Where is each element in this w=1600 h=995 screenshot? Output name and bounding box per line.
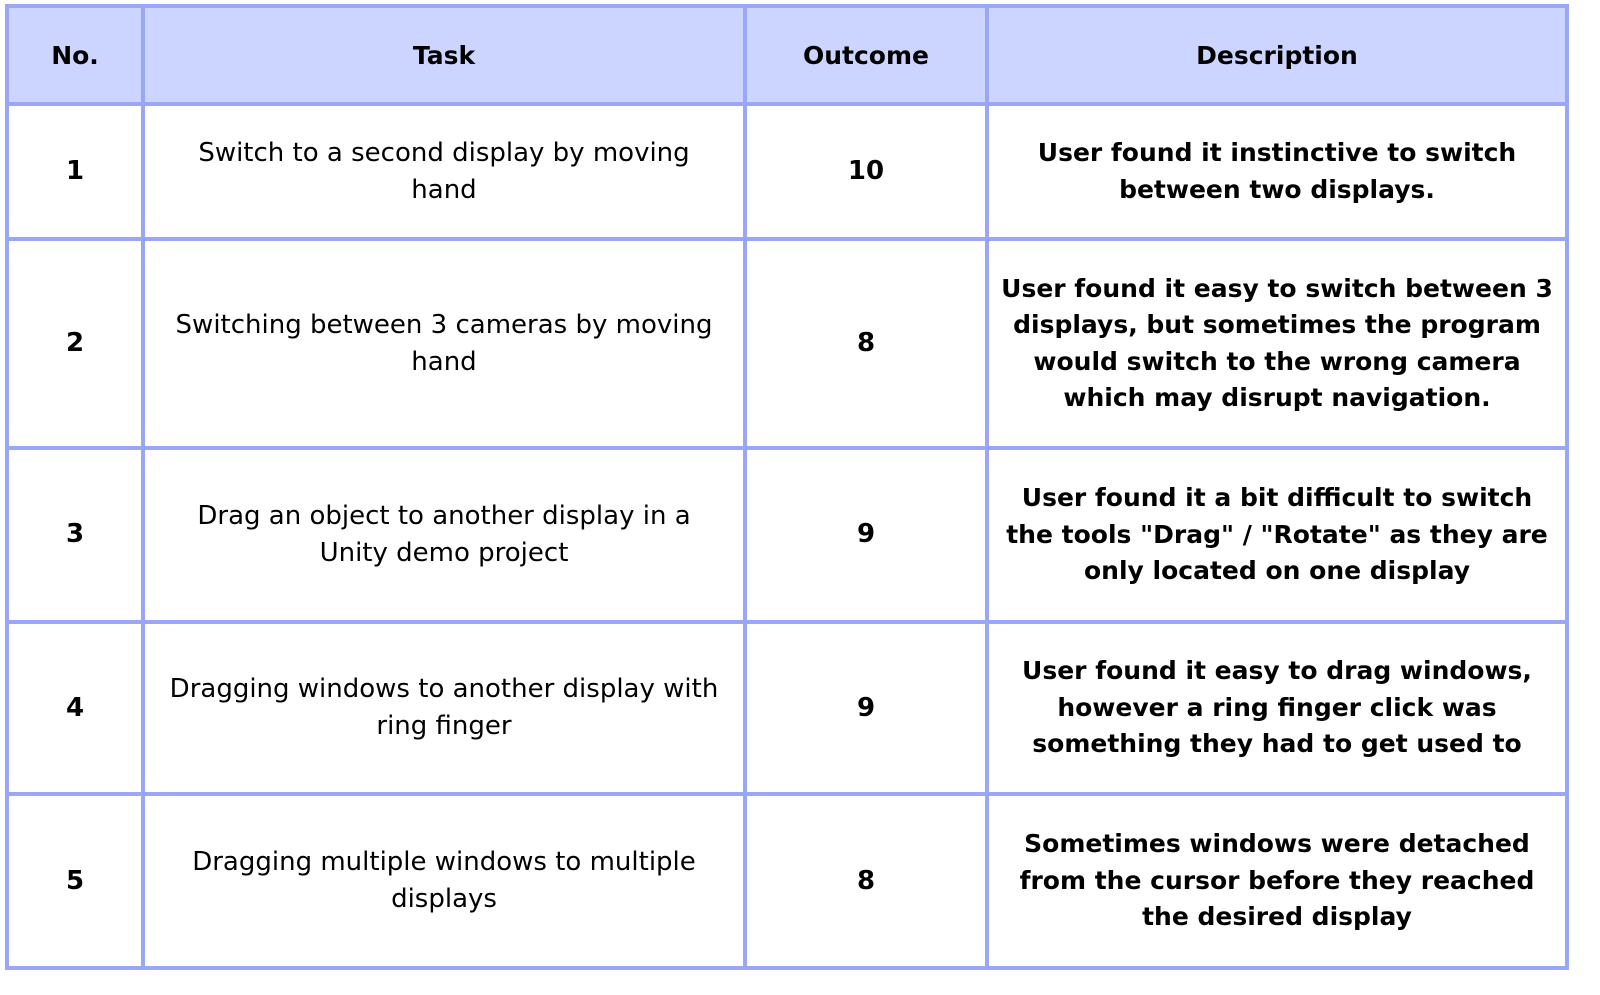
- cell-task: Switch to a second display by moving hand: [143, 104, 745, 239]
- cell-no: 5: [7, 794, 143, 968]
- cell-outcome: 9: [745, 622, 987, 795]
- cell-no: 4: [7, 622, 143, 795]
- cell-task: Dragging multiple windows to multiple displays: [143, 794, 745, 968]
- cell-no: 2: [7, 239, 143, 448]
- cell-task: Switching between 3 cameras by moving hand: [143, 239, 745, 448]
- cell-description: User found it instinctive to switch between two displays.: [987, 104, 1567, 239]
- cell-no: 3: [7, 448, 143, 622]
- header-no: No.: [7, 6, 143, 104]
- cell-task: Drag an object to another display in a Unity demo project: [143, 448, 745, 622]
- results-table-container: [5, 4, 1565, 970]
- table-row: [7, 104, 1567, 239]
- cell-description: User found it easy to switch between 3 displays, but sometimes the program would switch to the wrong camera which may disrupt navigation.: [987, 239, 1567, 448]
- results-table: [5, 4, 1569, 970]
- cell-outcome: 8: [745, 239, 987, 448]
- table-row: [7, 239, 1567, 448]
- table-row: [7, 622, 1567, 795]
- header-outcome: Outcome: [745, 6, 987, 104]
- cell-description: User found it easy to drag windows, however a ring finger click was something they had to get used to: [987, 622, 1567, 795]
- cell-outcome: 9: [745, 448, 987, 622]
- cell-outcome: 8: [745, 794, 987, 968]
- cell-no: 1: [7, 104, 143, 239]
- header-task: Task: [143, 6, 745, 104]
- cell-description: Sometimes windows were detached from the cursor before they reached the desired display: [987, 794, 1567, 968]
- table-row: [7, 794, 1567, 968]
- table-row: [7, 448, 1567, 622]
- header-description: Description: [987, 6, 1567, 104]
- table-header-row: [7, 6, 1567, 104]
- cell-outcome: 10: [745, 104, 987, 239]
- cell-task: Dragging windows to another display with ring finger: [143, 622, 745, 795]
- cell-description: User found it a bit difficult to switch the tools "Drag" / "Rotate" as they are only located on one display: [987, 448, 1567, 622]
